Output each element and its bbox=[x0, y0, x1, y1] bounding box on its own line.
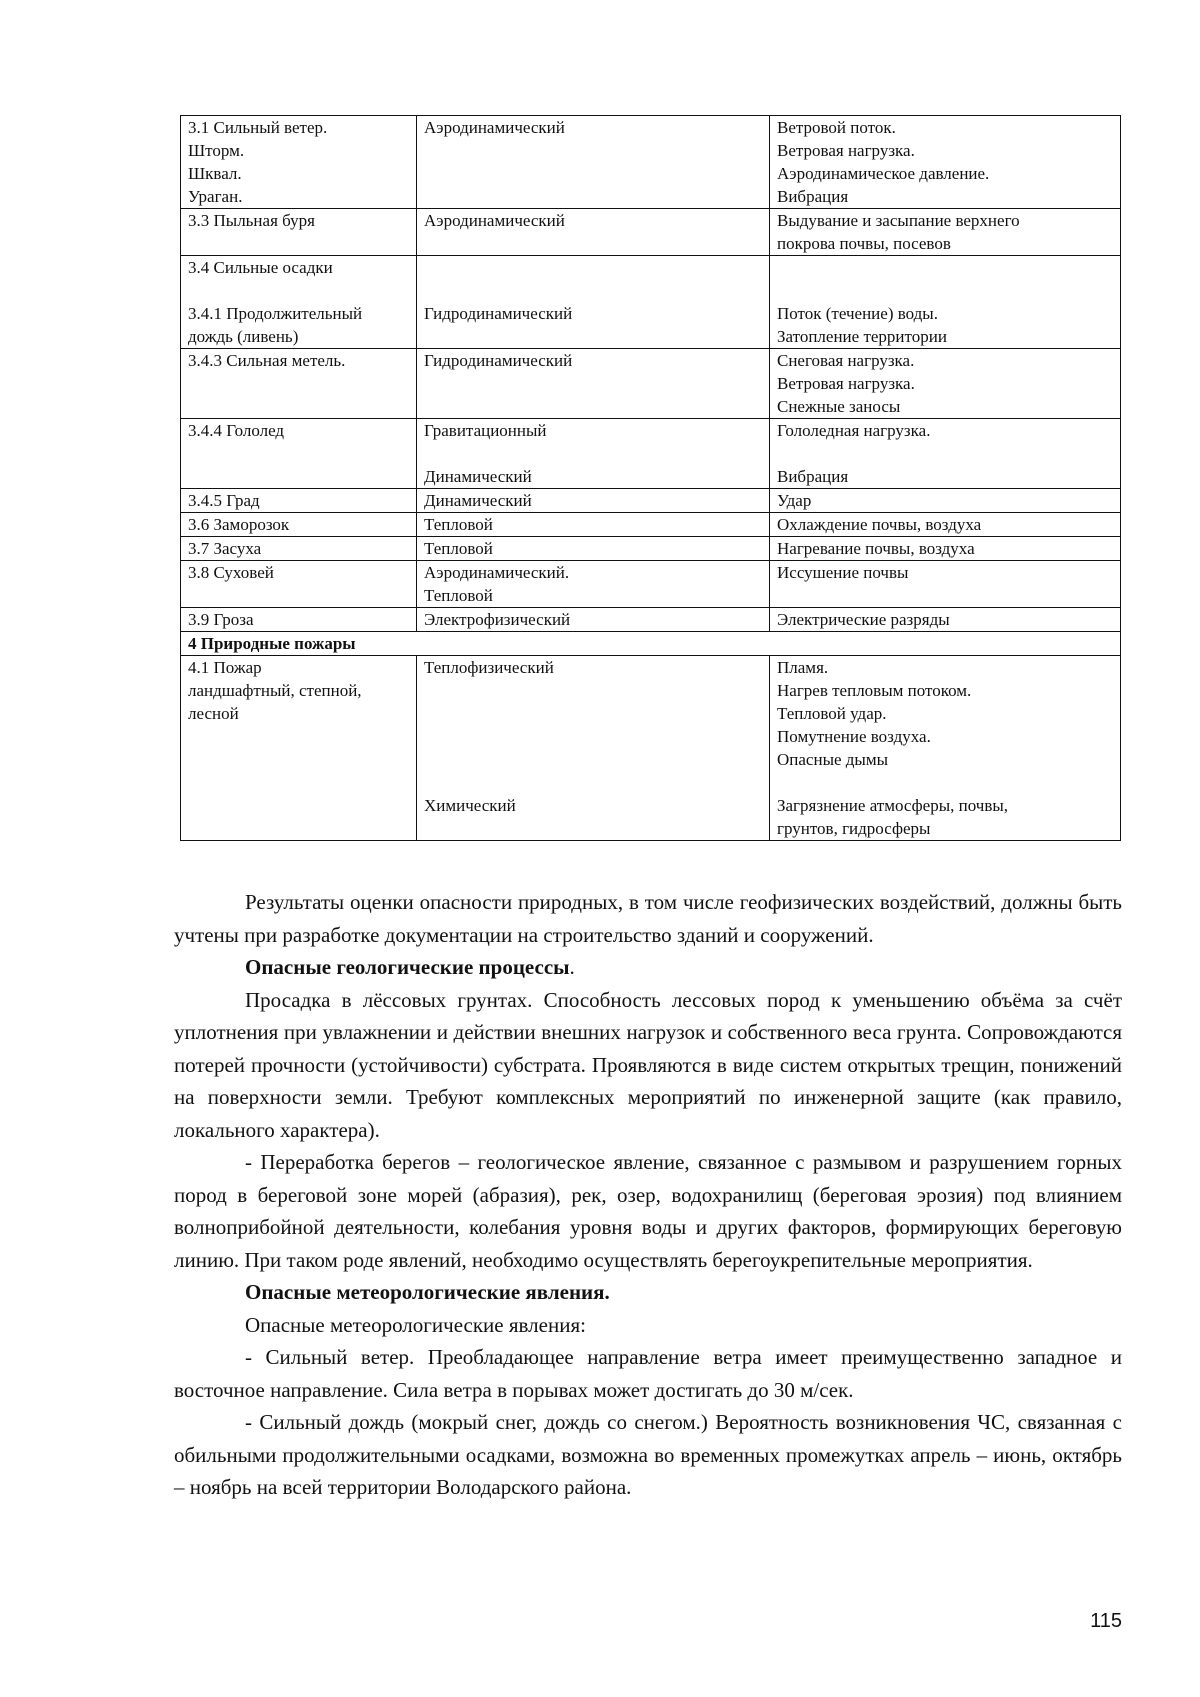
page-number: 115 bbox=[1090, 1610, 1122, 1632]
impact-type-cell bbox=[417, 561, 770, 608]
impact-type-cell bbox=[417, 608, 770, 632]
impact-type-cell bbox=[417, 209, 770, 256]
cell-line: Аэродинамический bbox=[424, 211, 565, 230]
cell-line: 3.1 Сильный ветер. bbox=[188, 118, 328, 137]
paragraph-wind: - Сильный ветер. Преобладающее направление ветра имеет преимущественно западное и восточное направление. Сила ветра в порывах может достигать до 30 м/сек. bbox=[174, 1345, 1122, 1402]
cell-line: Тепловой bbox=[424, 515, 493, 534]
impact-effect-cell bbox=[770, 608, 1121, 632]
impact-effect-cell bbox=[770, 513, 1121, 537]
cell-line: 3.4.3 Сильная метель. bbox=[188, 351, 346, 370]
hazard-cell bbox=[181, 537, 417, 561]
cell-line: 3.7 Засуха bbox=[188, 539, 262, 558]
heading-meteorological: Опасные метеорологические явления. bbox=[245, 1280, 610, 1304]
table-row bbox=[181, 656, 1121, 841]
cell-line: 3.8 Суховей bbox=[188, 563, 274, 582]
cell-line: Охлаждение почвы, воздуха bbox=[777, 515, 982, 534]
cell-line: 3.4 Сильные осадки bbox=[188, 258, 333, 277]
cell-line: 3.4.1 Продолжительный bbox=[188, 304, 363, 323]
cell-line: Ветровой поток. bbox=[777, 118, 896, 137]
cell-line: Вибрация bbox=[777, 467, 849, 486]
table-row bbox=[181, 419, 1121, 489]
cell-line: Аэродинамический bbox=[424, 118, 565, 137]
cell-line: Снежные заносы bbox=[777, 397, 901, 416]
cell-line: 4.1 Пожар bbox=[188, 658, 262, 677]
hazard-cell bbox=[181, 513, 417, 537]
cell-line: Тепловой удар. bbox=[777, 704, 887, 723]
hazard-cell bbox=[181, 209, 417, 256]
cell-line: 3.4.4 Гололед bbox=[188, 421, 285, 440]
cell-line: покрова почвы, посевов bbox=[777, 234, 951, 253]
hazard-cell bbox=[181, 489, 417, 513]
cell-line: Выдувание и засыпание верхнего bbox=[777, 211, 1020, 230]
hazard-cell bbox=[181, 256, 417, 349]
cell-line: 3.9 Гроза bbox=[188, 610, 254, 629]
cell-line: ландшафтный, степной, bbox=[188, 681, 362, 700]
paragraph-loess: Просадка в лёссовых грунтах. Способность лессовых пород к уменьшению объёма за счёт уплотнения при увлажнении и действии внешних нагрузок и собственного веса грунта. Сопровождаются потерей прочности (устойчивости) субстрата. Проявляются в виде систем открытых трещин, понижений на поверхности земли. Требуют комплексных мероприятий по инженерной защите (как правило, локального характера). bbox=[174, 987, 1122, 1142]
impact-effect-cell bbox=[770, 116, 1121, 209]
cell-line: Пламя. bbox=[777, 658, 829, 677]
impact-type-cell bbox=[417, 349, 770, 419]
cell-line: Нагрев тепловым потоком. bbox=[777, 681, 972, 700]
impact-effect-cell bbox=[770, 561, 1121, 608]
cell-spacer bbox=[424, 442, 763, 465]
cell-line: грунтов, гидросферы bbox=[777, 819, 931, 838]
cell-line: Шквал. bbox=[188, 164, 242, 183]
cell-line: лесной bbox=[188, 704, 239, 723]
cell-line: Нагревание почвы, воздуха bbox=[777, 539, 975, 558]
impact-type-cell bbox=[417, 537, 770, 561]
impact-type-cell bbox=[417, 489, 770, 513]
impact-type-cell bbox=[417, 419, 770, 489]
table-row bbox=[181, 608, 1121, 632]
cell-line: Вибрация bbox=[777, 187, 849, 206]
impact-effect-cell bbox=[770, 256, 1121, 349]
heading-geological-title: Опасные геологические процессы bbox=[245, 955, 570, 979]
cell-spacer bbox=[424, 748, 763, 771]
impact-type-cell bbox=[417, 256, 770, 349]
paragraph-meteo-intro: Опасные метеорологические явления: bbox=[245, 1312, 586, 1337]
hazard-table bbox=[180, 115, 1121, 841]
cell-line: Ураган. bbox=[188, 187, 243, 206]
cell-line: Гололедная нагрузка. bbox=[777, 421, 931, 440]
hazard-cell bbox=[181, 561, 417, 608]
cell-line: Тепловой bbox=[424, 586, 493, 605]
cell-line: Динамический bbox=[424, 467, 532, 486]
impact-effect-cell bbox=[770, 489, 1121, 513]
table-row bbox=[181, 489, 1121, 513]
cell-spacer bbox=[424, 702, 763, 725]
cell-line: 3.4.5 Град bbox=[188, 491, 260, 510]
cell-line: Тепловой bbox=[424, 539, 493, 558]
table-row bbox=[181, 537, 1121, 561]
cell-line: Гравитационный bbox=[424, 421, 547, 440]
cell-spacer bbox=[777, 442, 1114, 465]
table-row bbox=[181, 116, 1121, 209]
heading-geological-tail: . bbox=[569, 955, 575, 979]
table-row bbox=[181, 349, 1121, 419]
hazard-cell bbox=[181, 349, 417, 419]
cell-line: Шторм. bbox=[188, 141, 245, 160]
impact-effect-cell bbox=[770, 349, 1121, 419]
cell-line: Гидродинамический bbox=[424, 304, 573, 323]
hazard-cell bbox=[181, 608, 417, 632]
section-heading-cell: 4 Природные пожары bbox=[181, 632, 1121, 656]
hazard-table-body bbox=[181, 116, 1121, 841]
cell-line: 3.6 Заморозок bbox=[188, 515, 290, 534]
impact-type-cell bbox=[417, 116, 770, 209]
cell-line: Затопление территории bbox=[777, 327, 947, 346]
table-row bbox=[181, 632, 1121, 656]
paragraph-rain: - Сильный дождь (мокрый снег, дождь со снегом.) Вероятность возникновения ЧС, связанная с обильными продолжительными осадками, возможна во временных промежутках апрель – июнь, октябрь – ноябрь на всей территории Володарского района. bbox=[174, 1410, 1122, 1499]
cell-line: Электрофизический bbox=[424, 610, 571, 629]
cell-line: Динамический bbox=[424, 491, 532, 510]
cell-spacer bbox=[424, 256, 763, 279]
cell-line: Помутнение воздуха. bbox=[777, 727, 931, 746]
cell-line: Иссушение почвы bbox=[777, 563, 909, 582]
cell-line: Ветровая нагрузка. bbox=[777, 141, 915, 160]
cell-line: дождь (ливень) bbox=[188, 327, 299, 346]
cell-line: Теплофизический bbox=[424, 658, 554, 677]
paragraph-results: Результаты оценки опасности природных, в том числе геофизических воздействий, должны быть учтены при разработке документации на строительство зданий и сооружений. bbox=[174, 890, 1122, 947]
paragraph-shore: - Переработка берегов – геологическое явление, связанное с размывом и разрушением горных пород в береговой зоне морей (абразия), рек, озер, водохранилищ (береговая эрозия) под влиянием волноприбойной деятельности, колебания уровня воды и других факторов, формирующих береговую линию. При таком роде явлений, необходимо осуществлять берегоукрепительные мероприятия. bbox=[174, 1150, 1122, 1272]
cell-spacer bbox=[777, 256, 1114, 279]
table-row bbox=[181, 256, 1121, 349]
cell-spacer bbox=[777, 279, 1114, 302]
cell-line: Гидродинамический bbox=[424, 351, 573, 370]
hazard-cell bbox=[181, 419, 417, 489]
impact-type-cell bbox=[417, 513, 770, 537]
impact-effect-cell bbox=[770, 419, 1121, 489]
cell-spacer bbox=[424, 279, 763, 302]
cell-line: Электрические разряды bbox=[777, 610, 950, 629]
impact-effect-cell bbox=[770, 537, 1121, 561]
impact-effect-cell bbox=[770, 656, 1121, 841]
cell-line: Удар bbox=[777, 491, 812, 510]
cell-line: Аэродинамическое давление. bbox=[777, 164, 990, 183]
cell-line: Загрязнение атмосферы, почвы, bbox=[777, 796, 1009, 815]
cell-line: Химический bbox=[424, 796, 516, 815]
cell-line: Опасные дымы bbox=[777, 750, 889, 769]
cell-spacer bbox=[424, 771, 763, 794]
body-text bbox=[174, 886, 1122, 1504]
table-row bbox=[181, 513, 1121, 537]
cell-line: Поток (течение) воды. bbox=[777, 304, 938, 323]
cell-line: 3.3 Пыльная буря bbox=[188, 211, 315, 230]
heading-geological bbox=[174, 951, 1122, 984]
table-row bbox=[181, 561, 1121, 608]
cell-spacer bbox=[424, 679, 763, 702]
impact-effect-cell bbox=[770, 209, 1121, 256]
hazard-cell bbox=[181, 656, 417, 841]
cell-line: Ветровая нагрузка. bbox=[777, 374, 915, 393]
cell-spacer bbox=[777, 771, 1114, 794]
cell-spacer bbox=[188, 279, 410, 302]
table-row bbox=[181, 209, 1121, 256]
hazard-cell bbox=[181, 116, 417, 209]
cell-spacer bbox=[424, 725, 763, 748]
cell-line: Аэродинамический. bbox=[424, 563, 570, 582]
impact-type-cell bbox=[417, 656, 770, 841]
cell-line: Снеговая нагрузка. bbox=[777, 351, 915, 370]
